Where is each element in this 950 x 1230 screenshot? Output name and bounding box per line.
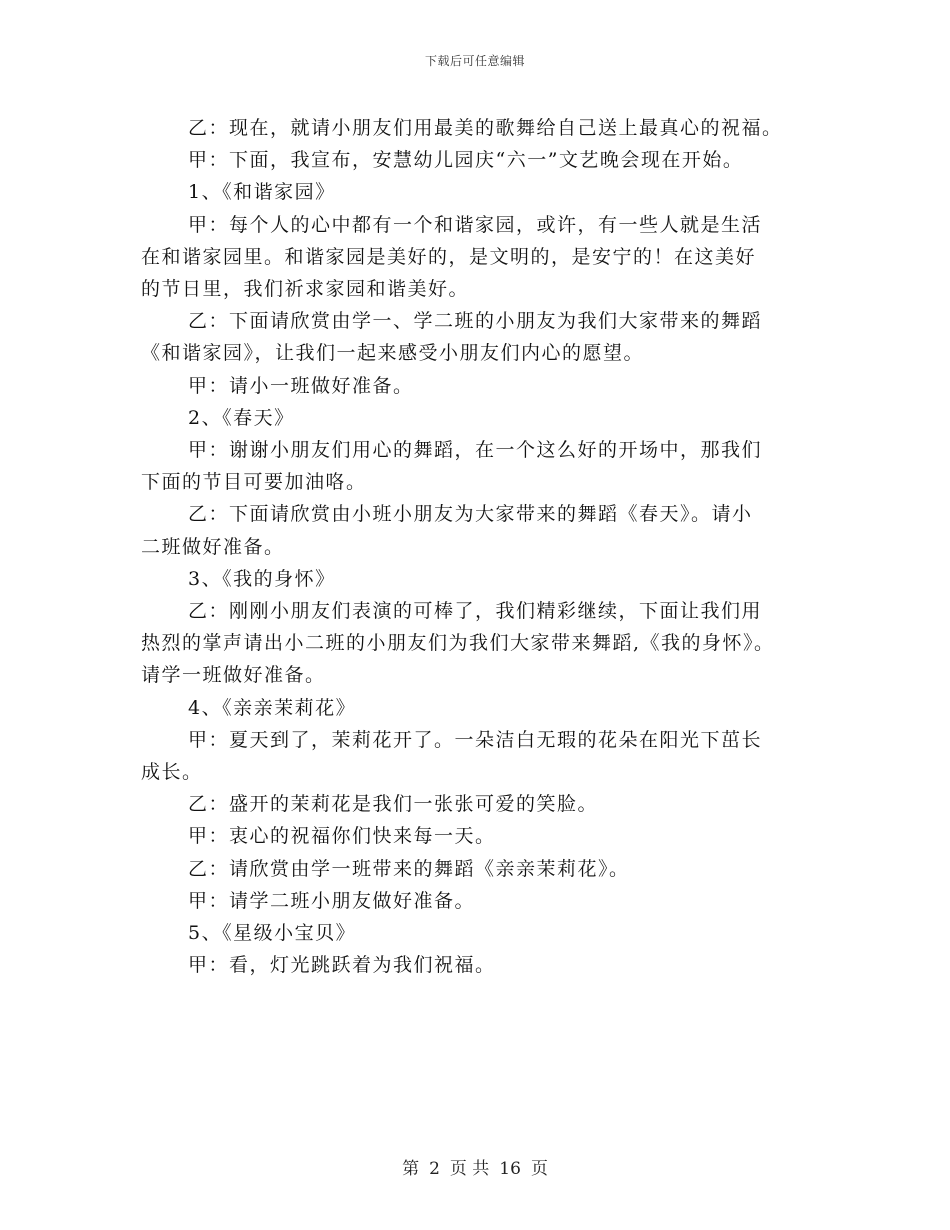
footer-middle: 页 共: [449, 1159, 490, 1179]
paragraph: 乙：下面请欣赏由学一、学二班的小朋友为我们大家带来的舞蹈 《和谐家园》，让我们一起来感受小朋友们内心的愿望。: [141, 310, 763, 365]
paragraph: 甲：衷心的祝福你们快来每一天。: [188, 825, 496, 848]
page-header-note: 下载后可任意编辑: [424, 54, 525, 68]
paragraph: 乙：下面请欣赏由小班小朋友为大家带来的舞蹈《春天》。请小 二班做好准备。: [141, 503, 753, 558]
paragraph: 甲：请学二班小朋友做好准备。: [188, 889, 476, 912]
section-heading: 1、《和谐家园》: [188, 181, 336, 204]
current-page-number: 2: [429, 1159, 440, 1179]
paragraph: 乙：请欣赏由学一班带来的舞蹈《亲亲茉莉花》。: [188, 857, 630, 880]
page-number-footer: [0, 1154, 950, 1179]
paragraph: 甲：夏天到了，茉莉花开了。一朵洁白无瑕的花朵在阳光下茁长 成长。: [141, 728, 763, 784]
footer-prefix: 第: [402, 1159, 420, 1179]
paragraph: 甲：请小一班做好准备。: [188, 374, 414, 397]
paragraph: 甲：每个人的心中都有一个和谐家园，或许，有一些人就是生活 在和谐家园里。和谐家园是美好的，是文明的，是安宁的！在这美好 的节日里，我们祈求家园和谐美好。: [141, 213, 763, 301]
total-page-count: 16: [499, 1159, 521, 1179]
paragraph: 乙：现在，就请小朋友们用最美的歌舞给自己送上最真心的祝福。: [188, 117, 783, 139]
footer-suffix: 页: [530, 1159, 548, 1179]
paragraph: 乙：盛开的茉莉花是我们一张张可爱的笑脸。: [188, 793, 599, 816]
document-body: [141, 112, 821, 981]
paragraph: 甲：看，灯光跳跃着为我们祝福。: [188, 954, 496, 977]
paragraph: 乙：刚刚小朋友们表演的可棒了，我们精彩继续，下面让我们用 热烈的掌声请出小二班的小朋友们为我们大家带来舞蹈,《我的身怀》。 请学一班做好准备。: [141, 600, 775, 687]
section-heading: 3、《我的身怀》: [188, 567, 336, 590]
paragraph: 甲：下面，我宣布，安慧幼儿园庆“六一”文艺晚会现在开始。: [188, 149, 744, 172]
section-heading: 2、《春天》: [188, 406, 295, 429]
section-heading: 4、《亲亲茉莉花》: [188, 696, 357, 719]
paragraph: 甲：谢谢小朋友们用心的舞蹈，在一个这么好的开场中，那我们 下面的节目可要加油咯。: [141, 439, 763, 494]
section-heading: 5、《星级小宝贝》: [188, 922, 357, 945]
